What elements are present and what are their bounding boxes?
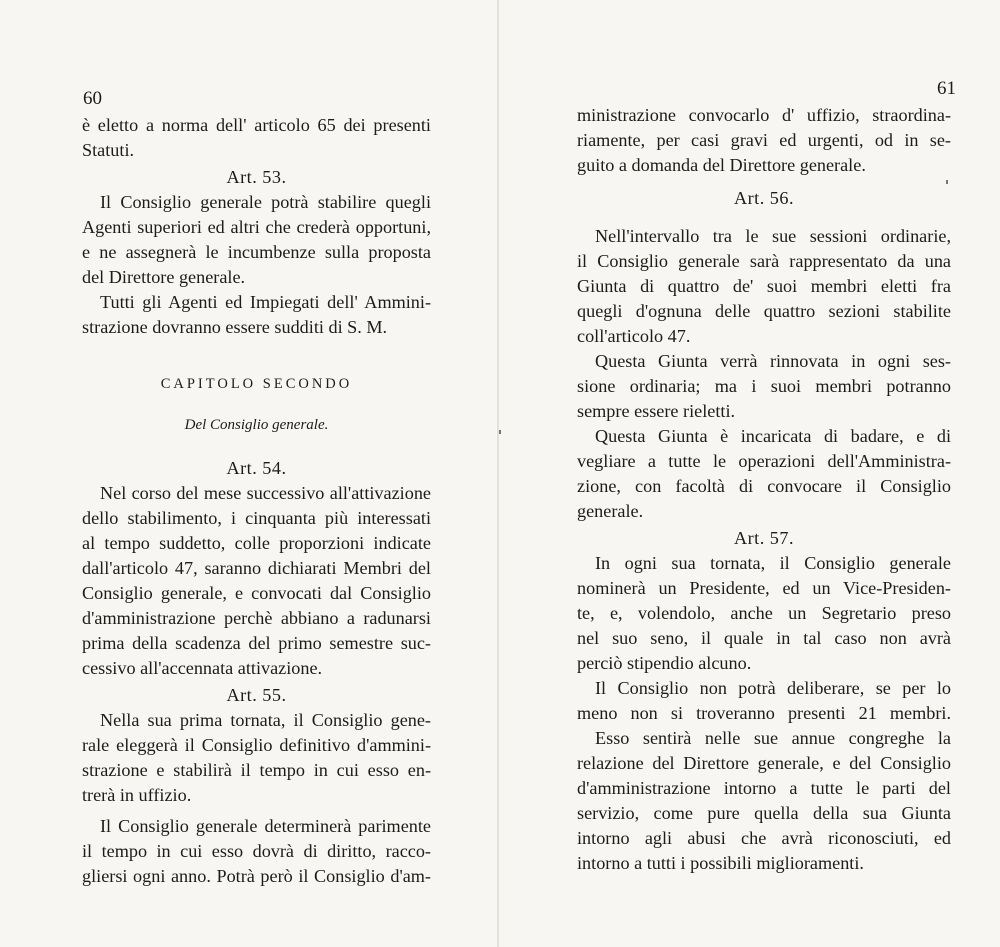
text-line: Questa Giunta verrà rinnovata in ogni ses- [595, 351, 951, 371]
text-line: relazione del Direttore generale, e del Consiglio [577, 753, 951, 773]
text-line: Statuti. [82, 140, 135, 160]
text-line: Consiglio generale, e convocati dal Consiglio [82, 583, 431, 603]
text-line: ministrazione convocarlo d' uffizio, straordina- [577, 105, 951, 125]
text-line: al tempo suddetto, colle proporzioni indicate [82, 533, 431, 553]
text-line: il Consiglio generale sarà rappresentato da una [577, 251, 951, 271]
text-line: prima della scadenza del primo semestre suc- [82, 633, 431, 653]
text-line: il tempo in cui esso dovrà di diritto, racco- [82, 841, 431, 861]
text-line: Nel corso del mese successivo all'attivazione [100, 483, 431, 503]
print-speck [946, 180, 948, 184]
text-line: nominerà un Presidente, ed un Vice-Presiden- [577, 578, 951, 598]
text-line: quegli d'ognuna delle quattro sezioni stabilite [577, 301, 951, 321]
article-heading: Art. 54. [226, 458, 287, 478]
text-line: meno non si troveranno presenti 21 membri. [577, 703, 951, 723]
article-heading: Art. 53. [226, 167, 287, 187]
text-line: Agenti superiori ed altri che crederà opportuni, [82, 217, 431, 237]
right-page [499, 0, 1000, 947]
text-line: trerà in uffizio. [82, 785, 192, 805]
text-line: servizio, come pure quella della sua Giunta [577, 803, 951, 823]
text-line: zione, con facoltà di convocare il Consiglio [577, 476, 951, 496]
print-speck [499, 430, 501, 434]
text-line: In ogni sua tornata, il Consiglio generale [595, 553, 951, 573]
text-line: è eletto a norma dell' articolo 65 dei presenti [82, 115, 431, 135]
article-heading: Art. 57. [733, 528, 795, 548]
text-line: sempre essere rieletti. [577, 401, 736, 421]
text-line: Il Consiglio generale determinerà parimente [100, 816, 431, 836]
text-column [577, 103, 951, 876]
text-line: dello stabilimento, i cinquanta più interessati [82, 508, 431, 528]
text-line: te, e, volendolo, anche un Segretario preso [577, 603, 951, 623]
text-line: generale. [577, 501, 644, 521]
text-line: Tutti gli Agenti ed Impiegati dell' Ammini- [100, 292, 431, 312]
text-line: gliersi ogni anno. Potrà però il Consiglio d'am- [82, 866, 431, 886]
text-line: perciò stipendio alcuno. [577, 653, 752, 673]
text-line: riamente, per casi gravi ed urgenti, od in se- [577, 130, 951, 150]
text-column [82, 113, 431, 889]
text-line: d'amministrazione perchè abbiano a radunarsi [82, 608, 431, 628]
text-line: dall'articolo 47, saranno dichiarati Membri del [82, 558, 431, 578]
text-line: Nell'intervallo tra le sue sessioni ordinarie, [595, 226, 951, 246]
chapter-subheading: Del Consiglio generale. [184, 417, 329, 433]
text-line: e ne assegnerà le incumbenze sulla proposta [82, 242, 431, 262]
text-line: Esso sentirà nelle sue annue congreghe la [595, 728, 951, 748]
article-heading: Art. 55. [226, 685, 287, 705]
text-line: rale eleggerà il Consiglio definitivo d'ammini- [82, 735, 431, 755]
text-line: Giunta di quattro de' suoi membri eletti fra [577, 276, 951, 296]
text-line: coll'articolo 47. [577, 326, 691, 346]
text-line: Il Consiglio generale potrà stabilire quegli [100, 192, 431, 212]
text-line: nel suo seno, il quale in tal caso non avrà [577, 628, 951, 648]
text-line: guito a domanda del Direttore generale. [577, 155, 866, 175]
text-line: strazione e stabilirà il tempo in cui esso en- [82, 760, 431, 780]
chapter-heading: CAPITOLO SECONDO [160, 376, 353, 392]
text-line: Nella sua prima tornata, il Consiglio gene- [100, 710, 431, 730]
text-line: Il Consiglio non potrà deliberare, se per lo [595, 678, 951, 698]
text-line: intorno a tutti i possibili miglioramenti. [577, 853, 864, 873]
page-number: 61 [937, 78, 956, 99]
text-line: sione ordinaria; ma i suoi membri potranno [577, 376, 951, 396]
page-number: 60 [83, 88, 102, 109]
text-line: intorno agli abusi che avrà riconosciuti, ed [577, 828, 951, 848]
text-line: cessivo all'accennata attivazione. [82, 658, 323, 678]
text-line: d'amministrazione intorno a tutte le parti del [577, 778, 951, 798]
text-line: strazione dovranno essere sudditi di S. M. [82, 317, 388, 337]
left-page [0, 0, 497, 947]
text-line: vegliare a tutte le operazioni dell'Amministra- [577, 451, 951, 471]
article-heading: Art. 56. [733, 188, 795, 208]
text-line: del Direttore generale. [82, 267, 246, 287]
text-line: Questa Giunta è incaricata di badare, e di [595, 426, 951, 446]
